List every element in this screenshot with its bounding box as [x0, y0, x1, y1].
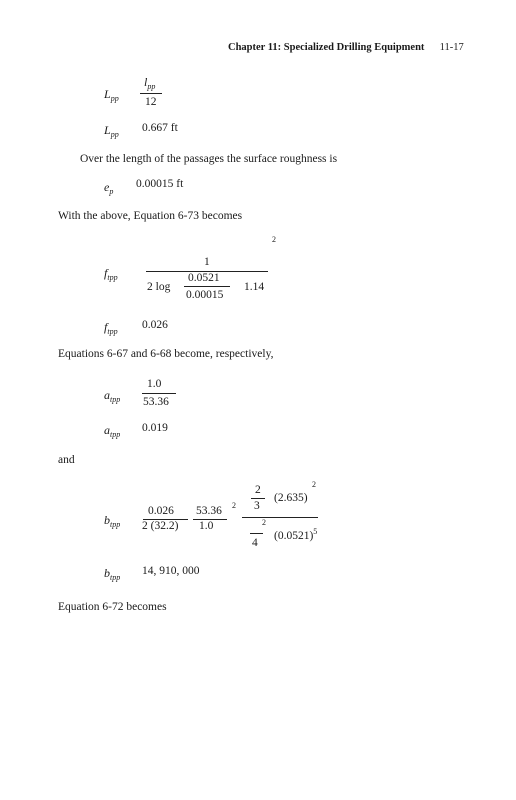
ep-value: 0.00015 ft: [136, 178, 184, 190]
atpp-numerator: 1.0: [147, 378, 162, 390]
atpp-denominator: 53.36: [143, 396, 169, 408]
var-atpp-result: $a_{tpp}$: [104, 423, 121, 439]
outer-exponent: 2: [272, 235, 276, 244]
denominator-12: 12: [145, 96, 157, 108]
exponent-mid: 2: [232, 501, 236, 510]
pi-denominator: 4: [252, 537, 258, 549]
page-number: 11-17: [439, 42, 464, 53]
btpp-value: 14, 910, 000: [142, 565, 200, 577]
var-ftpp: $f_{tpp}$: [104, 266, 118, 282]
diameter-value: $(0.0521)^5$: [274, 527, 318, 542]
paragraph-roughness: Over the length of the passages the surface roughness is: [80, 153, 338, 165]
fraction-bar-big: [242, 517, 318, 518]
inner-numerator: 0.0521: [188, 272, 220, 284]
f1-numerator: 0.026: [148, 505, 174, 517]
var-ep: $e_p$: [104, 180, 114, 196]
var-btpp: $b_{tpp}$: [104, 513, 121, 529]
var-ftpp-result: $f_{tpp}$: [104, 320, 118, 336]
var-atpp: $a_{tpp}$: [104, 388, 121, 404]
outer-exponent-b: 2: [312, 480, 316, 489]
f2-numerator: 53.36: [196, 505, 222, 517]
area-value: (2.635): [274, 492, 308, 504]
paragraph-eq672: Equation 6-72 becomes: [58, 601, 167, 613]
inner-fraction-den: 3: [254, 500, 260, 512]
atpp-value: 0.019: [142, 422, 168, 434]
f2-denominator: 1.0: [199, 520, 214, 532]
log-coefficient: 2 log: [147, 281, 171, 293]
text-and: and: [58, 454, 75, 466]
ftpp-value: 0.026: [142, 319, 168, 331]
lpp-value: 0.667 ft: [142, 122, 178, 134]
fraction-bar-inner: [184, 286, 230, 287]
diameter-exponent: 5: [313, 527, 318, 536]
var-btpp-result: $b_{tpp}$: [104, 566, 121, 582]
inner-denominator: 0.00015: [186, 289, 224, 301]
inner-exponent: 2: [262, 518, 266, 527]
fraction-bar-inner-b: [251, 498, 265, 499]
numerator-lpp: $l_{pp}$: [144, 75, 156, 91]
pi-fraction-bar: [250, 533, 263, 534]
fraction-bar: [140, 93, 162, 94]
constant-114: 1.14: [244, 281, 265, 293]
chapter-title: Chapter 11: Specialized Drilling Equipment: [228, 42, 425, 53]
ftpp-numerator: 1: [204, 256, 210, 268]
inner-fraction-num: 2: [255, 484, 261, 496]
paragraph-eq667: Equations 6-67 and 6-68 become, respectively,: [58, 348, 274, 360]
running-header: [228, 42, 464, 53]
fraction-bar-atpp: [142, 393, 176, 394]
var-lpp-result: $L_{pp}$: [104, 123, 119, 139]
var-lpp: $L_{pp}$: [104, 87, 119, 103]
f1-denominator: 2 (32.2): [142, 520, 179, 532]
paragraph-eq673: With the above, Equation 6-73 becomes: [58, 210, 243, 222]
